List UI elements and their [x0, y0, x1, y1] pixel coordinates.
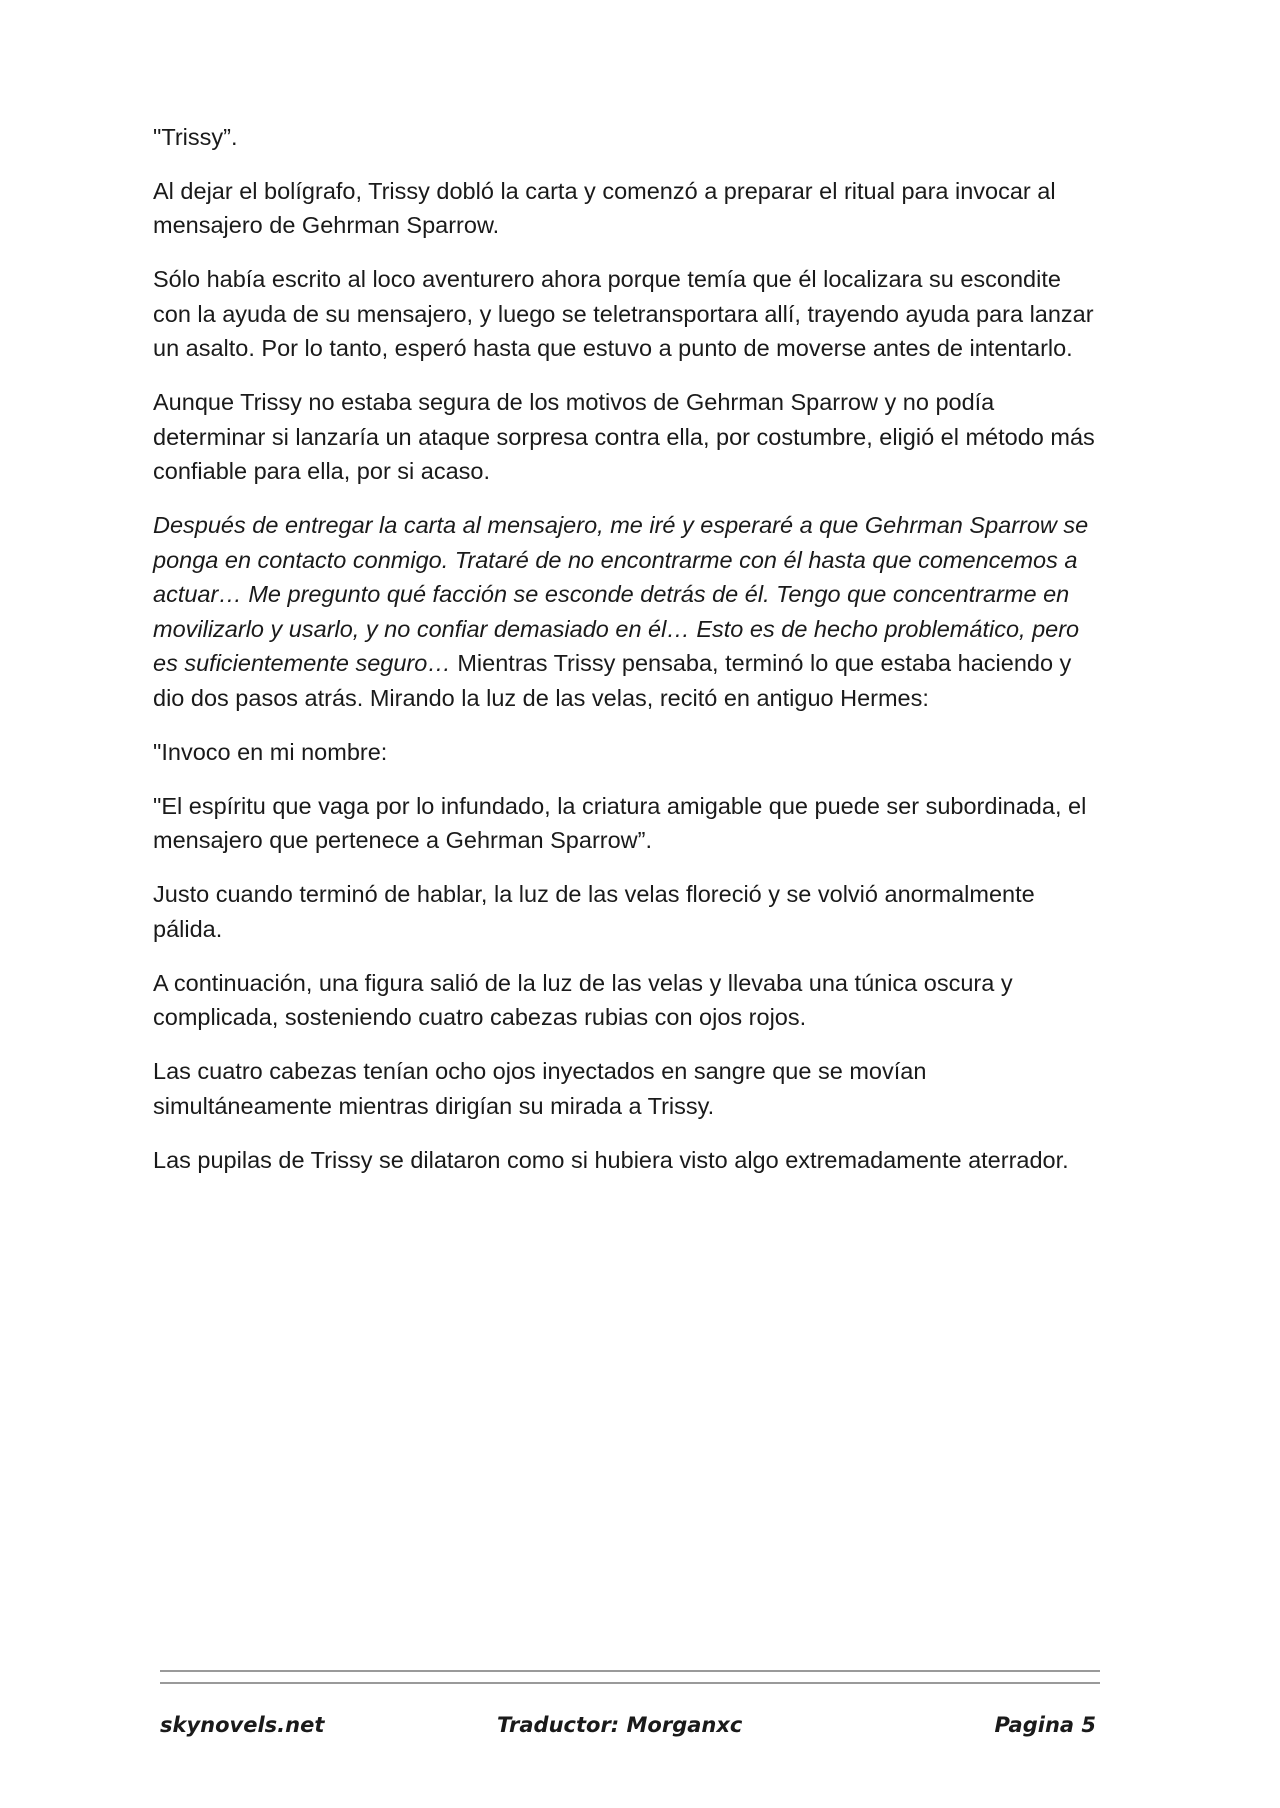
paragraph: "Invoco en mi nombre:	[153, 738, 388, 765]
paragraph: "Trissy”.	[153, 124, 238, 150]
footer-translator: Traductor: Morganxc	[497, 1713, 743, 1737]
paragraph: Sólo había escrito al loco aventurero ahora porque temía que él localizara su escondite con la ayuda de su mensajero, y luego se teletransportara allí, trayendo ayuda para lanzar un asalto. Por lo tanto, esperó hasta que estuvo a punto de moverse antes de intentarlo.	[153, 266, 1094, 361]
paragraph	[153, 508, 1103, 715]
italic-thought: Después de entregar la carta al mensajero, me iré y esperaré a que Gehrman Sparrow se ponga en contacto conmigo. Trataré de no encontrarme con él hasta que comencemos a actuar… Me pregunto qué facción se esconde detrás de él. Tengo que concentrarme en movilizarlo y usarlo, y no confiar demasiado en él… Esto es de hecho problemático, pero es suficientemente seguro…	[153, 512, 1089, 676]
footer-site: skynovels.net	[160, 1713, 325, 1737]
paragraph: Aunque Trissy no estaba segura de los motivos de Gehrman Sparrow y no podía determinar si lanzaría un ataque sorpresa contra ella, por costumbre, eligió el método más confiable para ella, por si acaso.	[153, 389, 1095, 484]
paragraph: A continuación, una figura salió de la luz de las velas y llevaba una túnica oscura y complicada, sosteniendo cuatro cabezas rubias con ojos rojos.	[153, 969, 1013, 1030]
footer-page-number: Pagina 5	[994, 1713, 1096, 1737]
paragraph: "El espíritu que vaga por lo infundado, la criatura amigable que puede ser subordinada, el mensajero que pertenece a Gehrman Sparrow”.	[153, 792, 1087, 853]
document-body	[153, 120, 1103, 1197]
page-footer	[160, 1713, 1100, 1743]
paragraph: Justo cuando terminó de hablar, la luz de las velas floreció y se volvió anormalmente pálida.	[153, 881, 1035, 942]
paragraph: Las cuatro cabezas tenían ocho ojos inyectados en sangre que se movían simultáneamente mientras dirigían su mirada a Trissy.	[153, 1058, 927, 1119]
paragraph-continuation: Mientras Trissy pensaba, terminó lo que estaba haciendo y dio dos pasos atrás. Mirando la luz de las velas, recitó en antiguo Hermes:	[153, 650, 1072, 711]
footer-divider	[160, 1670, 1100, 1672]
paragraph: Al dejar el bolígrafo, Trissy dobló la carta y comenzó a preparar el ritual para invocar al mensajero de Gehrman Sparrow.	[153, 177, 1056, 238]
paragraph: Las pupilas de Trissy se dilataron como si hubiera visto algo extremadamente aterrador.	[153, 1146, 1069, 1173]
footer-divider	[160, 1682, 1100, 1684]
